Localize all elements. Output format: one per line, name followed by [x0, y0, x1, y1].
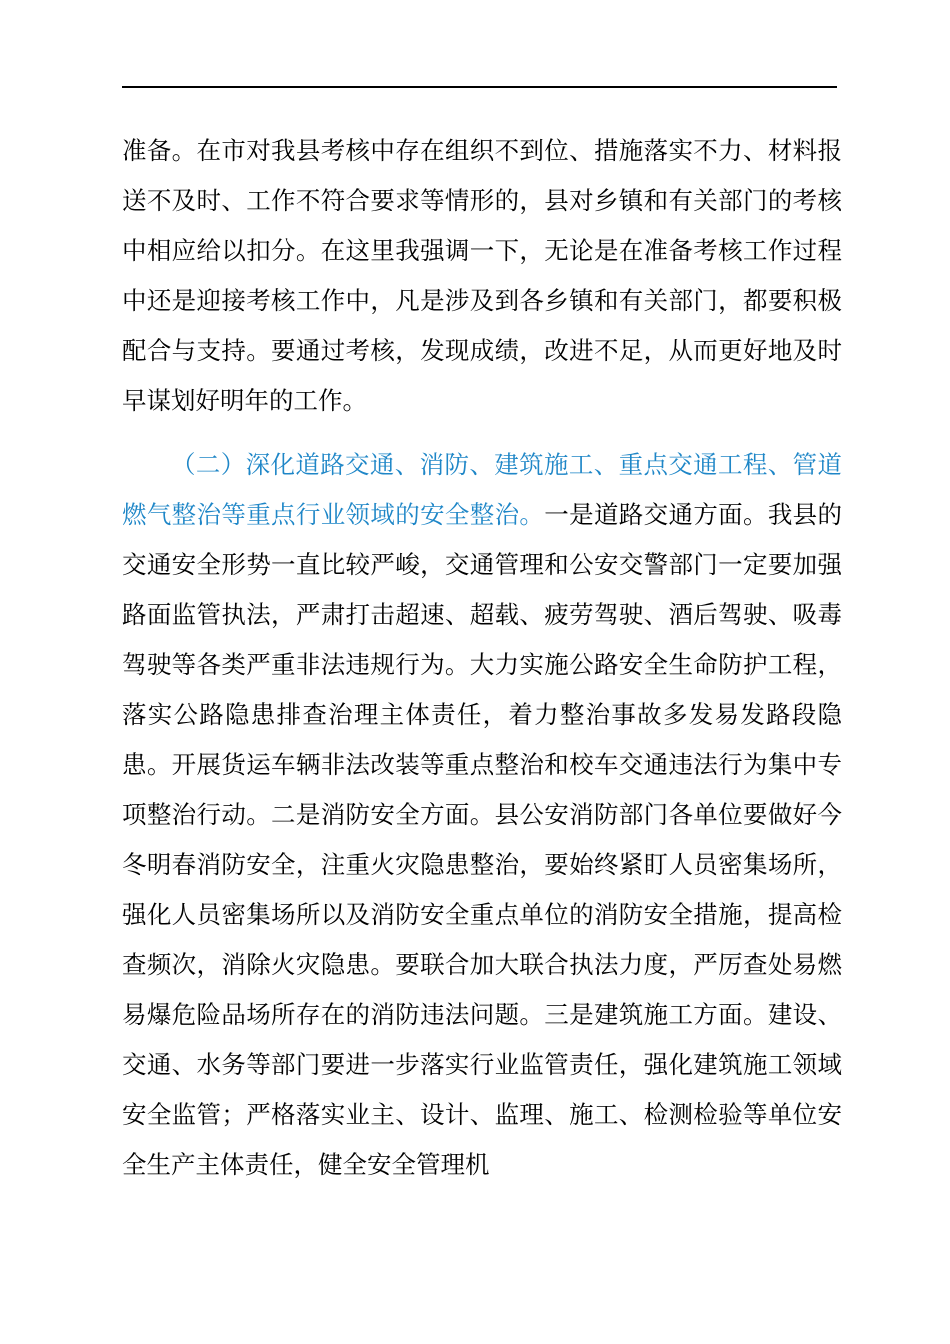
paragraph-2-body: 一是道路交通方面。我县的交通安全形势一直比较严峻，交通管理和公安交警部门一定要加强路面监管执法，严肃打击超速、超载、疲劳驾驶、酒后驾驶、吸毒驾驶等各类严重非法违规行为。大力实施公路安全生命防护工程，落实公路隐患排查治理主体责任，着力整治事故多发易发路段隐患。开展货运车辆非法改装等重点整治和校车交通违法行为集中专项整治行动。二是消防安全方面。县公安消防部门各单位要做好今冬明春消防安全，注重火灾隐患整治，要始终紧盯人员密集场所，强化人员密集场所以及消防安全重点单位的消防安全措施，提高检查频次，消除火灾隐患。要联合加大联合执法力度，严厉查处易燃易爆危险品场所存在的消防违法问题。三是建筑施工方面。建设、交通、水务等部门要进一步落实行业监管责任，强化建筑施工领域安全监管；严格落实业主、设计、监理、施工、检测检验等单位安全生产主体责任，健全安全管理机: [122, 500, 843, 1179]
header-rule: [122, 86, 837, 88]
paragraph-2: [122, 440, 842, 1190]
document-body: [122, 126, 842, 1190]
paragraph-1: 准备。在市对我县考核中存在组织不到位、措施落实不力、材料报送不及时、工作不符合要求等情形的，县对乡镇和有关部门的考核中相应给以扣分。在这里我强调一下，无论是在准备考核工作过程中还是迎接考核工作中，凡是涉及到各乡镇和有关部门，都要积极配合与支持。要通过考核，发现成绩，改进不足，从而更好地及时早谋划好明年的工作。: [122, 136, 842, 415]
section-heading: （二）深化道路交通、消防、建筑施工、重点交通工程、管道燃气整治等重点行业领域的安全整治。: [122, 450, 842, 529]
